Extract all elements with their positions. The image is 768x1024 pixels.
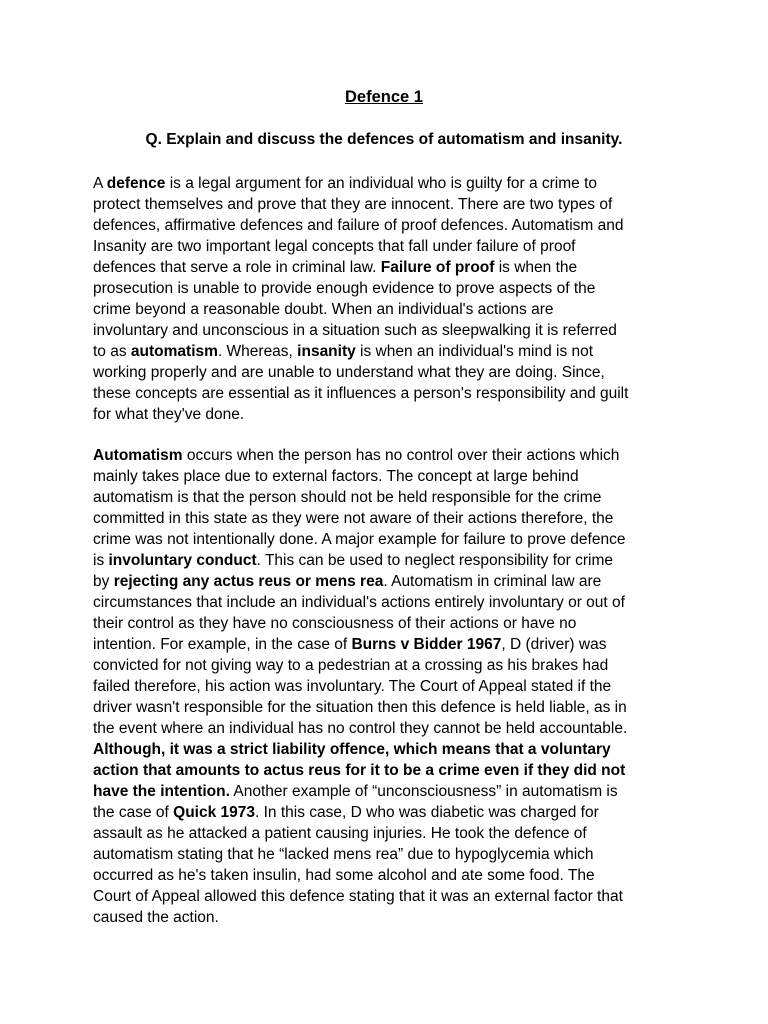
text-run: these concepts are essential as it influences a person's responsibility and guilt (93, 385, 629, 402)
text-run: crime was not intentionally done. A major example for failure to prove defence (93, 531, 626, 548)
text-run: by (93, 573, 114, 590)
text-line (93, 592, 693, 613)
text-line (93, 865, 693, 886)
text-line (93, 676, 693, 697)
bold-text: action that amounts to actus reus for it to be a crime even if they did not (93, 762, 626, 779)
text-run: circumstances that include an individual's actions entirely involuntary or out of (93, 594, 625, 611)
text-line (93, 907, 693, 928)
text-line (93, 257, 693, 278)
text-line (93, 550, 693, 571)
text-run: . Whereas, (217, 343, 298, 360)
text-run: working properly and are unable to understand what they are doing. Since, (93, 364, 605, 381)
text-line (93, 173, 693, 194)
text-line (93, 341, 693, 362)
paragraph-defence-intro (93, 173, 693, 425)
text-run: assault as he attacked a patient causing injuries. He took the defence of (93, 825, 587, 842)
text-line (93, 466, 693, 487)
text-line (93, 634, 693, 655)
text-run: committed in this state as they were not aware of their actions therefore, the (93, 510, 614, 527)
text-line (93, 781, 693, 802)
text-run: A (93, 175, 107, 192)
bold-text: Although, it was a strict liability offence, which means that a voluntary (93, 741, 611, 758)
bold-text: rejecting any actus reus or mens rea (113, 573, 384, 590)
bold-text: Quick 1973 (173, 804, 255, 821)
bold-text: have the intention. (93, 783, 230, 800)
text-line (93, 655, 693, 676)
text-run: is when an individual's mind is not (355, 343, 594, 360)
text-line (93, 697, 693, 718)
text-run: defences that serve a role in criminal law. (93, 259, 381, 276)
text-line (93, 508, 693, 529)
text-run: intention. For example, in the case of (93, 636, 352, 653)
bold-text: involuntary conduct (108, 552, 257, 569)
text-run: failed therefore, his action was involuntary. The Court of Appeal stated if the (93, 678, 612, 695)
text-run: their control as they have no consciousness of their actions or have no (93, 615, 577, 632)
text-line (93, 823, 693, 844)
text-line (93, 529, 693, 550)
text-run: caused the action. (93, 909, 219, 926)
text-line (93, 844, 693, 865)
paragraph-automatism (93, 445, 693, 928)
text-run: . This can be used to neglect responsibility for crime (256, 552, 614, 569)
question-heading: Q. Explain and discuss the defences of automatism and insanity. (145, 131, 623, 148)
text-line (93, 383, 693, 404)
text-run: for what they've done. (93, 406, 245, 423)
text-run: Insanity are two important legal concepts that fall under failure of proof (93, 238, 576, 255)
text-run: is when the (494, 259, 578, 276)
bold-text: Failure of proof (380, 259, 495, 276)
bold-text: Burns v Bidder 1967 (351, 636, 502, 653)
text-run: to as (93, 343, 131, 360)
text-line (93, 445, 693, 466)
text-run: occurs when the person has no control over their actions which (182, 447, 620, 464)
text-line (93, 613, 693, 634)
text-run: defences, affirmative defences and failure of proof defences. Automatism and (93, 217, 624, 234)
text-line (93, 299, 693, 320)
text-line (93, 215, 693, 236)
text-run: Another example of “unconsciousness” in automatism is (229, 783, 618, 800)
text-line (93, 236, 693, 257)
text-run: involuntary and unconscious in a situation such as sleepwalking it is referred (93, 322, 617, 339)
bold-text: automatism (130, 343, 218, 360)
text-run: crime beyond a reasonable doubt. When an individual's actions are (93, 301, 554, 318)
text-line (93, 760, 693, 781)
text-run: . Automatism in criminal law are (383, 573, 602, 590)
text-line (93, 739, 693, 760)
text-line (93, 571, 693, 592)
text-line (93, 194, 693, 215)
bold-text: insanity (297, 343, 356, 360)
text-line (93, 404, 693, 425)
text-line (93, 886, 693, 907)
text-run: is (93, 552, 109, 569)
text-run: driver wasn't responsible for the situation then this defence is held liable, as in (93, 699, 627, 716)
text-run: Court of Appeal allowed this defence stating that it was an external factor that (93, 888, 623, 905)
text-line (93, 718, 693, 739)
text-run: , D (driver) was (501, 636, 607, 653)
text-run: . In this case, D who was diabetic was charged for (255, 804, 599, 821)
bold-text: defence (106, 175, 166, 192)
text-run: prosecution is unable to provide enough evidence to prove aspects of the (93, 280, 596, 297)
text-run: the event where an individual has no control they cannot be held accountable. (93, 720, 628, 737)
text-run: protect themselves and prove that they are innocent. There are two types of (93, 196, 613, 213)
text-run: automatism is that the person should not be held responsible for the crime (93, 489, 602, 506)
text-line (93, 320, 693, 341)
text-run: the case of (93, 804, 174, 821)
text-run: is a legal argument for an individual who is guilty for a crime to (165, 175, 598, 192)
text-line (93, 362, 693, 383)
text-line (93, 802, 693, 823)
text-run: occurred as he's taken insulin, had some alcohol and ate some food. The (93, 867, 595, 884)
text-line (93, 487, 693, 508)
bold-text: Automatism (93, 447, 183, 464)
text-run: convicted for not giving way to a pedestrian at a crossing as his brakes had (93, 657, 609, 674)
text-run: mainly takes place due to external factors. The concept at large behind (93, 468, 579, 485)
text-line (93, 278, 693, 299)
page-title: Defence 1 (345, 88, 423, 106)
text-run: automatism stating that he “lacked mens rea” due to hypoglycemia which (93, 846, 594, 863)
